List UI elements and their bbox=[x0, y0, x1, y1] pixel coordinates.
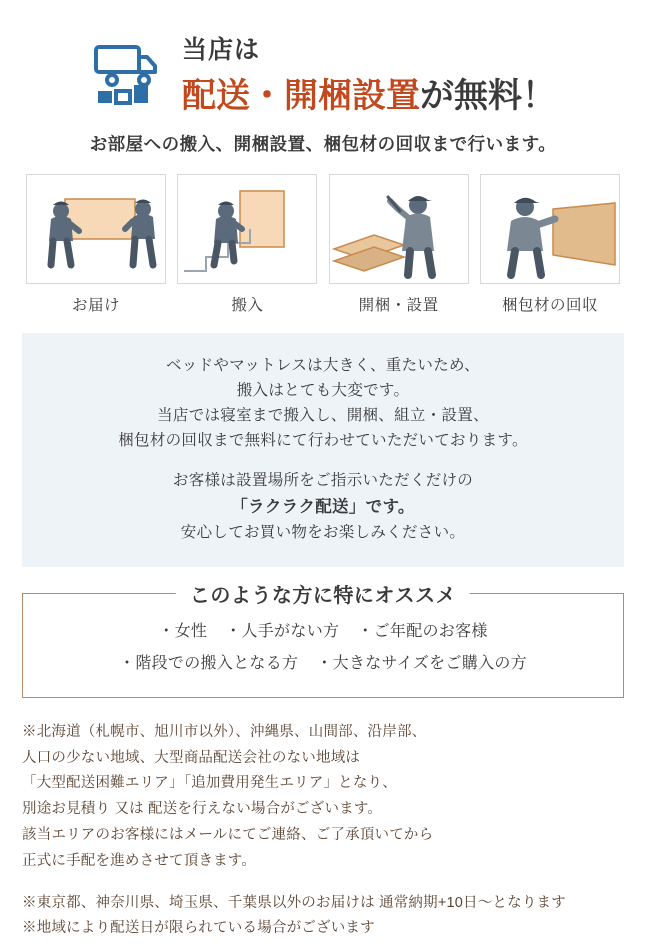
worker-collecting-packaging-icon bbox=[480, 174, 620, 284]
info-line: 当店では寝室まで搬入し、開梱、組立・設置、 bbox=[157, 407, 489, 425]
steps-row bbox=[22, 174, 624, 315]
recommend-title: このような方に特にオススメ bbox=[176, 579, 470, 608]
info-panel bbox=[22, 333, 624, 567]
step-label: 開梱・設置 bbox=[358, 297, 439, 314]
header-line-1: 当店は bbox=[182, 36, 261, 64]
worker-carrying-up-stairs-icon bbox=[177, 174, 317, 284]
step-item bbox=[329, 174, 469, 315]
recommend-item: ・人手がない方 bbox=[225, 623, 340, 641]
step-item bbox=[26, 174, 166, 315]
note-line: ※地域により配送日が限られている場合がございます bbox=[22, 920, 375, 937]
notes-block-2 bbox=[22, 891, 624, 943]
two-workers-carrying-box-icon bbox=[26, 174, 166, 284]
notes-block-1 bbox=[22, 720, 624, 875]
step-label: 搬入 bbox=[231, 297, 264, 314]
note-line: 正式に手配を進めさせて頂きます。 bbox=[22, 852, 257, 869]
note-line: 該当エリアのお客様にはメールにてご連絡、ご了承頂いてから bbox=[22, 826, 434, 843]
recommend-item: ・女性 bbox=[158, 623, 208, 641]
note-line: 人口の少ない地域、大型商品配送会社のない地域は bbox=[22, 749, 361, 766]
info-line: 搬入はとても大変です。 bbox=[236, 382, 410, 400]
worker-assembling-bed-icon bbox=[329, 174, 469, 284]
info-line: 梱包材の回収まで無料にて行わせていただいております。 bbox=[118, 432, 528, 450]
step-label: 梱包材の回収 bbox=[501, 297, 598, 314]
info-line-emphasis: 「ラクラク配送」です。 bbox=[231, 497, 415, 516]
header-suffix: が無料！ bbox=[420, 77, 556, 115]
header-text bbox=[182, 30, 556, 117]
delivery-truck-icon bbox=[90, 37, 164, 111]
note-line: ※東京都、神奈川県、埼玉県、千葉県以外のお届けは 通常納期+10日～となります bbox=[22, 894, 566, 911]
recommend-item: ・ご年配のお客様 bbox=[357, 623, 488, 641]
step-item bbox=[177, 174, 317, 315]
recommend-row bbox=[33, 648, 613, 679]
header bbox=[22, 30, 624, 117]
note-line: ※北海道（札幌市、旭川市以外）、沖縄県、山間部、沿岸部、 bbox=[22, 723, 427, 740]
recommend-row bbox=[33, 616, 613, 647]
recommend-item: ・大きなサイズをご購入の方 bbox=[316, 654, 527, 672]
step-label: お届け bbox=[71, 297, 120, 314]
header-highlight: 配送・開梱設置 bbox=[182, 77, 420, 115]
recommend-item: ・階段での搬入となる方 bbox=[119, 654, 299, 672]
info-line: 安心してお買い物をお楽しみください。 bbox=[180, 524, 466, 542]
recommend-box bbox=[22, 593, 624, 697]
note-line: 別途お見積り 又は 配送を行えない場合がございます。 bbox=[22, 801, 383, 818]
step-item bbox=[480, 174, 620, 315]
note-line: 「大型配送困難エリア」「追加費用発生エリア」となり、 bbox=[22, 775, 397, 792]
header-line-2 bbox=[182, 68, 556, 117]
info-line: ベッドやマットレスは大きく、重たいため、 bbox=[166, 357, 480, 374]
recommend-section bbox=[22, 585, 624, 697]
header-subtitle: お部屋への搬入、開梱設置、梱包材の回収まで行います。 bbox=[89, 134, 557, 154]
info-line: お客様は設置場所をご指示いただくだけの bbox=[172, 472, 474, 490]
